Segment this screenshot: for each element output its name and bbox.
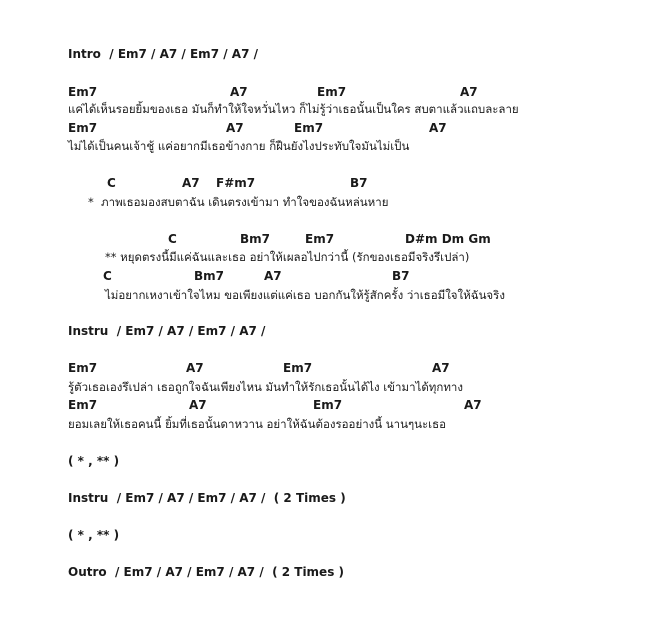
chorus2-chords-line-1: C Bm7 Em7 D#m Dm Gm [168,232,491,246]
verse1-lyric-line-2: ไม่ได้เป็นคนเจ้าชู้ แค่อยากมีเธอข้างกาย ก็ฝืนยังไงประทับใจมันไม่เป็น [68,139,410,153]
verse1-lyric-line-1: แค่ได้เห็นรอยยิ้มของเธอ มันก็ทำให้ใจหวั่นไหว ก็ไม่รู้ว่าเธอนั้นเป็นใคร สบตาแล้วแถบละลาย [68,102,519,116]
chorus1-chords-line: C A7 F#m7 B7 [107,176,368,190]
verse2-chords-line-2: Em7 A7 Em7 A7 [68,398,482,412]
intro-line: Intro / Em7 / A7 / Em7 / A7 / [68,47,258,61]
verse2-lyric-line-2: ยอมเลยให้เธอคนนี้ ยิ้มที่เธอนั้นดาหวาน อย่าให้ฉันต้องรออย่างนี้ นานๆนะเธอ [68,417,447,431]
instru1-line: Instru / Em7 / A7 / Em7 / A7 / [68,324,266,338]
outro-line: Outro / Em7 / A7 / Em7 / A7 / ( 2 Times ) [68,565,344,579]
verse2-lyric-line-1: รู้ตัวเธอเองรึเปล่า เธอถูกใจฉันเพียงไหน มันทำให้รักเธอนั้นได้ไง เข้ามาได้ทุกทาง [68,380,463,394]
verse1-chords-line-1: Em7 A7 Em7 A7 [68,85,478,99]
repeat-line-2: ( * , ** ) [68,528,120,542]
instru2-line: Instru / Em7 / A7 / Em7 / A7 / ( 2 Times ) [68,491,346,505]
chorus1-lyric-line: * ภาพเธอมองสบตาฉัน เดินตรงเข้ามา ทำใจของฉันหล่นหาย [88,195,389,209]
chorus2-lyric-line-2: ไม่อยากเหงาเข้าใจไหม ขอเพียงแต่แค่เธอ บอกกันให้รู้สักครั้ง ว่าเธอมีใจให้ฉันจริง [105,288,505,302]
verse2-chords-line-1: Em7 A7 Em7 A7 [68,361,450,375]
repeat-line-1: ( * , ** ) [68,454,120,468]
verse1-chords-line-2: Em7 A7 Em7 A7 [68,121,447,135]
chorus2-lyric-line-1: ** หยุดตรงนี้มีแค่ฉันและเธอ อย่าให้เผลอไปกว่านี้ (รักของเธอมีจริงรึเปล่า) [105,250,470,264]
chorus2-chords-line-2: C Bm7 A7 B7 [103,269,410,283]
